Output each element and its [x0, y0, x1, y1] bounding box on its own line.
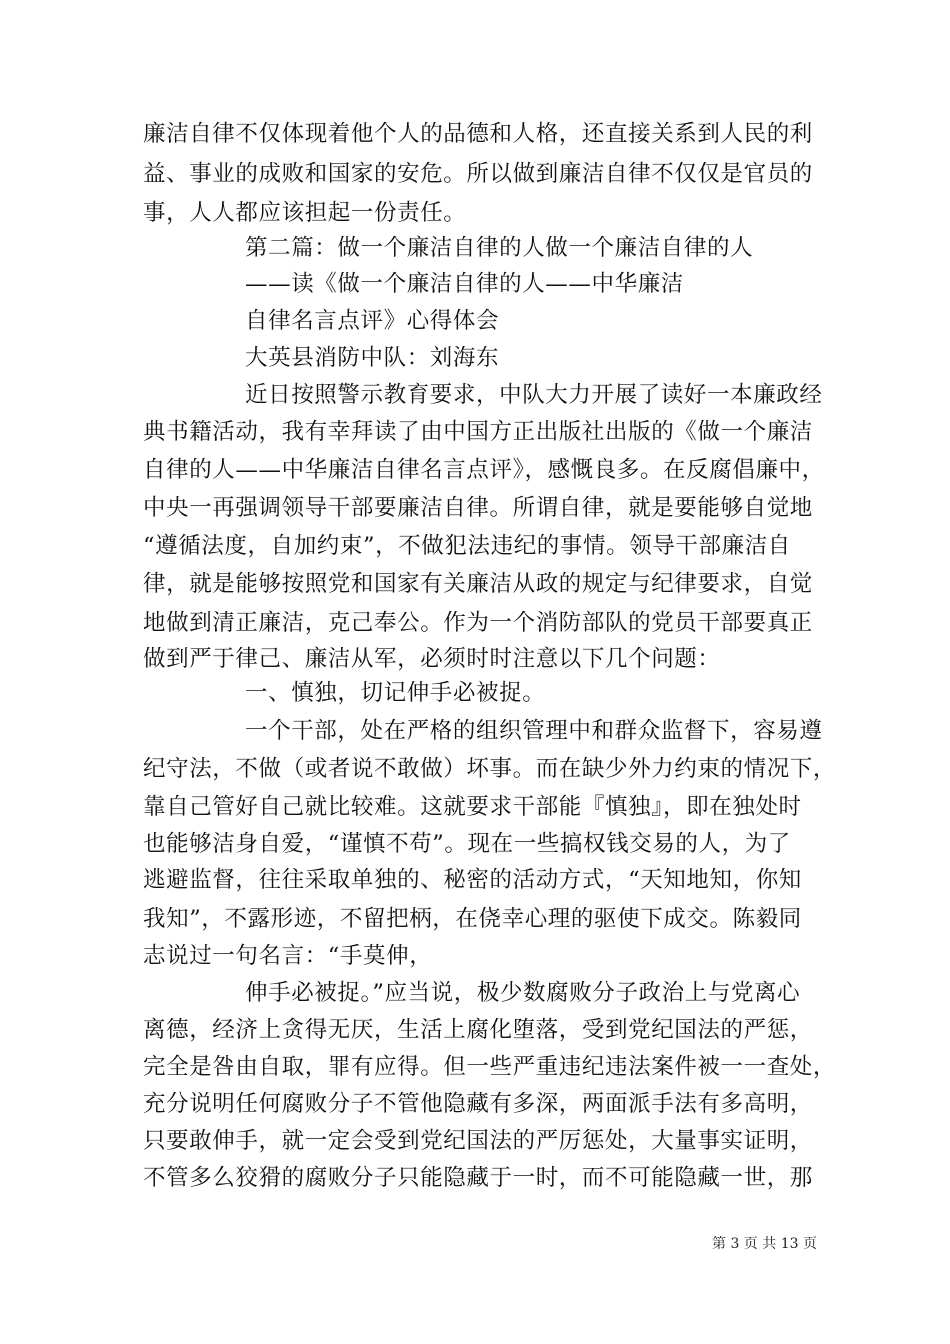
text-line: 中央一再强调领导干部要廉洁自律。所谓自律，就是要能够自觉地: [143, 495, 813, 521]
author-line: 大英县消防中队：刘海东: [245, 345, 500, 371]
text-line: 廉洁自律不仅体现着他个人的品德和人格，还直接关系到人民的利: [143, 121, 813, 147]
text-line: 也能够洁身自爱，“谨慎不苟”。现在一些搞权钱交易的人，为了: [143, 831, 791, 857]
text-line: 事，人人都应该担起一份责任。: [143, 200, 467, 226]
text-line: 益、事业的成败和国家的安危。所以做到廉洁自律不仅仅是官员的: [143, 161, 813, 187]
subtitle-line: 自律名言点评》心得体会: [245, 308, 500, 334]
text-line: 我知”，不露形迹，不留把柄，在侥幸心理的驱使下成交。陈毅同: [143, 906, 802, 932]
text-line: 充分说明任何腐败分子不管他隐藏有多深，两面派手法有多高明，: [143, 1091, 813, 1117]
section-title: 第二篇：做一个廉洁自律的人做一个廉洁自律的人: [245, 235, 754, 261]
subtitle-line: ——读《做一个廉洁自律的人——中华廉洁: [245, 271, 684, 297]
text-line: 逃避监督，往往采取单独的、秘密的活动方式，“天知地知，你知: [143, 867, 802, 893]
text-line: 律，就是能够按照党和国家有关廉洁从政的规定与纪律要求，自觉: [143, 571, 813, 597]
text-line: 不管多么狡猾的腐败分子只能隐藏于一时，而不可能隐藏一世，那: [143, 1165, 813, 1191]
text-line: 离德，经济上贪得无厌，生活上腐化堕落，受到党纪国法的严惩，: [143, 1017, 813, 1043]
paragraph-start: 近日按照警示教育要求，中队大力开展了读好一本廉政经: [245, 382, 823, 408]
text-line: 自律的人——中华廉洁自律名言点评》，感慨良多。在反腐倡廉中，: [143, 457, 825, 483]
text-line: 纪守法，不做（或者说不敢做）坏事。而在缺少外力约束的情况下，: [143, 756, 837, 782]
paragraph-start: 一个干部，处在严格的组织管理中和群众监督下，容易遵: [245, 718, 823, 744]
text-line: 志说过一句名言：“手莫伸，: [143, 943, 433, 969]
paragraph-start: 伸手必被捉。”应当说，极少数腐败分子政治上与党离心: [245, 980, 801, 1006]
text-line: 靠自己管好自己就比较难。这就要求干部能『慎独』，即在独处时: [143, 794, 802, 820]
section-heading: 一、慎独，切记伸手必被捉。: [245, 680, 546, 706]
text-line: 只要敢伸手，就一定会受到党纪国法的严厉惩处，大量事实证明，: [143, 1128, 813, 1154]
text-line: “遵循法度，自加约束”，不做犯法违纪的事情。领导干部廉洁自: [143, 533, 791, 559]
page-number: 第 3 页 共 13 页: [712, 1236, 817, 1252]
text-line: 典书籍活动，我有幸拜读了由中国方正出版社出版的《做一个廉洁: [143, 419, 813, 445]
text-line: 完全是咎由自取，罪有应得。但一些严重违纪违法案件被一一查处，: [143, 1054, 837, 1080]
text-line: 地做到清正廉洁，克己奉公。作为一个消防部队的党员干部要真正: [143, 610, 813, 636]
text-line: 做到严于律己、廉洁从军，必须时时注意以下几个问题：: [143, 646, 721, 672]
